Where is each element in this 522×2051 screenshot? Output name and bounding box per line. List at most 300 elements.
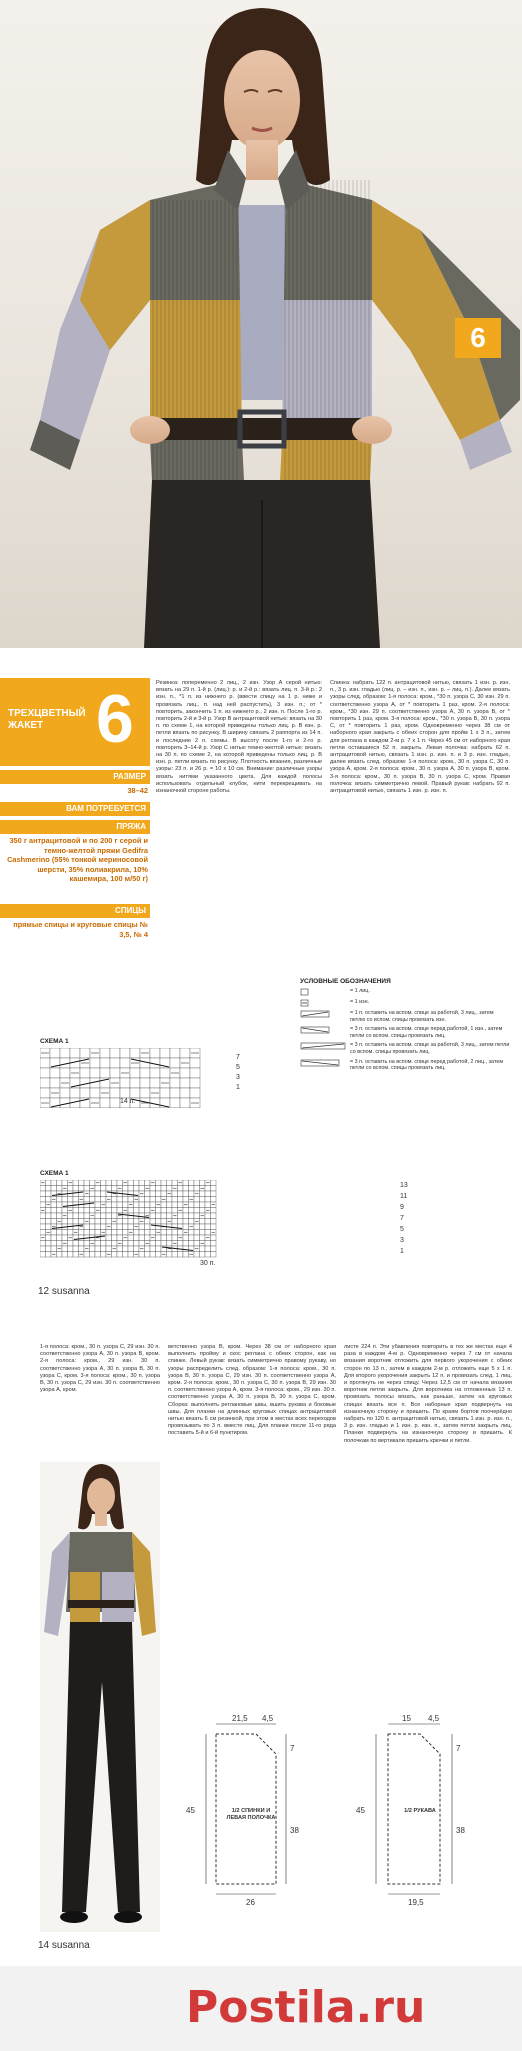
size-heading: РАЗМЕР: [0, 770, 150, 784]
chart-cell: [130, 1078, 140, 1088]
chart-cell: [101, 1180, 107, 1186]
chart-cell: [183, 1213, 189, 1219]
chart-cell: [205, 1224, 211, 1230]
chart-cell: [112, 1241, 118, 1247]
chart-cell: [123, 1219, 129, 1225]
chart-cell: [57, 1235, 63, 1241]
chart-cell: [167, 1186, 173, 1192]
chart-cell: [145, 1197, 151, 1203]
chart-cell: [40, 1197, 46, 1203]
chart-cell: [200, 1197, 206, 1203]
materials-heading: ВАМ ПОТРЕБУЕТСЯ: [0, 802, 150, 816]
chart-cell: [117, 1235, 123, 1241]
chart-cell: [194, 1208, 200, 1214]
chart-cell: [112, 1252, 118, 1258]
chart-cell: [79, 1219, 85, 1225]
chart-cell: [128, 1219, 134, 1225]
chart-cell: [183, 1224, 189, 1230]
chart-cell: [178, 1197, 184, 1203]
chart-cell: [84, 1186, 90, 1192]
row-number: 3: [400, 1237, 404, 1244]
chart-cell: [84, 1197, 90, 1203]
chart-cell: [95, 1246, 101, 1252]
chart-cell: [211, 1213, 217, 1219]
chart-cell: [117, 1224, 123, 1230]
chart-cell: [57, 1252, 63, 1258]
chart-cell: [101, 1246, 107, 1252]
chart-cell: [205, 1202, 211, 1208]
instructions-column-2: ветственно узора В, кром. Через 38 см от наборного края выполнить пройму и скос реглана с обеих сторон, как на спинке. Левый рукав: вязать симметрично правому рукаву, но узоры распределить след. образом: 1-я полоса: кром., 30 п. узора В, 30 п. узора С, 29 изн. 30 п. соответственно узора А, кром. 2-я полоса: кром., 30 п. узора С, 30 п. узора В, 29 изн. 30 п. соответственно узора А, кром. 3-я полоса: кром., 29 изн. 30 п. соответственно узора А, 30 п. узора В, 30 п. узора С, кром. Сборка: выполнить реглановые швы, вшить рукава и боковые швы. Для планки на длинных круговых спицах антрацитовой нитью вязать 6 см резинкой, при этом в местах всех переходов провязывать по 3 п. вместе лиц. Для планки после 11-го ряда поставить 5-й и 6-й пунктиром.: [168, 1344, 336, 1437]
chart-cell: [170, 1088, 180, 1098]
chart-cell: [68, 1219, 74, 1225]
chart-cell: [90, 1088, 100, 1098]
chart-cell: [95, 1230, 101, 1236]
chart-cell: [117, 1246, 123, 1252]
chart-cell: [117, 1219, 123, 1225]
chart-cell: [128, 1241, 134, 1247]
chart-cell: [178, 1230, 184, 1236]
instruction-page: [0, 660, 522, 1314]
chart-cell: [189, 1235, 195, 1241]
chart-cell: [112, 1186, 118, 1192]
chart-cell: [51, 1180, 57, 1186]
chart-cell: [194, 1180, 200, 1186]
chart-cell: [194, 1197, 200, 1203]
chart-cell: [156, 1191, 162, 1197]
chart-cell: [200, 1246, 206, 1252]
chart-cell: [57, 1241, 63, 1247]
chart-cell: [189, 1219, 195, 1225]
chart-cell: [90, 1224, 96, 1230]
chart-cell: [134, 1230, 140, 1236]
knit-symbol-icon: [300, 988, 346, 996]
chart-cell: [50, 1068, 60, 1078]
chart-cell: [156, 1241, 162, 1247]
chart-cell: [183, 1208, 189, 1214]
chart-cell: [60, 1048, 70, 1058]
chart-cell: [46, 1180, 52, 1186]
chart-cell: [189, 1191, 195, 1197]
chart-cell: [134, 1180, 140, 1186]
chart-cell: [139, 1208, 145, 1214]
chart-cell: [110, 1068, 120, 1078]
chart-cell: [100, 1058, 110, 1068]
chart-cell: [51, 1219, 57, 1225]
chart-cell: [57, 1202, 63, 1208]
chart-cell: [145, 1180, 151, 1186]
chart-cell: [73, 1208, 79, 1214]
dimension-label: 7: [456, 1744, 461, 1753]
chart-cell: [161, 1213, 167, 1219]
chart-cell: [134, 1186, 140, 1192]
chart-cell: [40, 1088, 50, 1098]
chart-cell: [60, 1068, 70, 1078]
chart-cell: [117, 1230, 123, 1236]
chart-cell: [40, 1230, 46, 1236]
chart-cell: [205, 1230, 211, 1236]
chart-cell: [46, 1213, 52, 1219]
chart-cell: [46, 1191, 52, 1197]
chart-cell: [112, 1197, 118, 1203]
chart-cell: [172, 1197, 178, 1203]
chart-cell: [128, 1191, 134, 1197]
chart-cell: [189, 1202, 195, 1208]
chart-cell: [161, 1186, 167, 1192]
page-footer: 12 susanna: [38, 1286, 90, 1297]
chart-cell: [123, 1252, 129, 1258]
chart-cell: [70, 1088, 80, 1098]
chart-cell: [95, 1219, 101, 1225]
page-number-badge: 6: [455, 318, 501, 358]
chart-cell: [123, 1246, 129, 1252]
chart-cell: [123, 1186, 129, 1192]
chart-cell: [80, 1048, 90, 1058]
chart-cell: [120, 1088, 130, 1098]
chart-cell: [156, 1186, 162, 1192]
row-number: 1: [400, 1248, 404, 1255]
chart-cell: [167, 1235, 173, 1241]
chart-cell: [51, 1235, 57, 1241]
legend-item: = 1 изн.: [300, 999, 510, 1007]
chart-cell: [145, 1202, 151, 1208]
chart-cell: [40, 1241, 46, 1247]
size-value: 38–42: [127, 786, 148, 795]
chart-cell: [145, 1191, 151, 1197]
chart-cell: [123, 1241, 129, 1247]
chart-cell: [167, 1230, 173, 1236]
chart-cell: [200, 1219, 206, 1225]
chart-cell: [62, 1197, 68, 1203]
scheme-title: СХЕМА 1: [40, 1170, 69, 1177]
chart-cell: [50, 1048, 60, 1058]
chart-cell: [194, 1213, 200, 1219]
chart-cell: [200, 1235, 206, 1241]
chart-cell: [167, 1213, 173, 1219]
dimension-label: 45: [186, 1806, 195, 1815]
chart-cell: [112, 1213, 118, 1219]
chart-cell: [150, 1241, 156, 1247]
page-gap: [0, 648, 522, 660]
chart-cell: [167, 1208, 173, 1214]
chart-cell: [101, 1252, 107, 1258]
chart-cell: [84, 1208, 90, 1214]
pattern-number: 6: [96, 681, 134, 757]
chart-cell: [40, 1224, 46, 1230]
chart-cell: [145, 1235, 151, 1241]
purl-symbol-icon: [300, 999, 346, 1007]
chart-cell: [51, 1241, 57, 1247]
chart-cell: [183, 1180, 189, 1186]
chart-cell: [156, 1235, 162, 1241]
chart-cell: [62, 1252, 68, 1258]
chart-cell: [79, 1180, 85, 1186]
chart-cell: [183, 1246, 189, 1252]
chart-cell: [120, 1048, 130, 1058]
chart-cell: [205, 1252, 211, 1258]
chart-cell: [101, 1186, 107, 1192]
chart-cell: [211, 1191, 217, 1197]
chart-cell: [84, 1230, 90, 1236]
chart-cell: [90, 1208, 96, 1214]
chart-cell: [128, 1246, 134, 1252]
chart-cell: [95, 1224, 101, 1230]
chart-cell: [172, 1252, 178, 1258]
chart-cell: [40, 1219, 46, 1225]
page-gap: [0, 1314, 522, 1326]
pattern-title: ТРЕХЦВЕТНЫЙ ЖАКЕТ: [8, 708, 86, 731]
chart-cell: [68, 1230, 74, 1236]
chart-cell: [145, 1208, 151, 1214]
chart-cell: [180, 1098, 190, 1108]
chart-cell: [68, 1252, 74, 1258]
chart-cell: [200, 1202, 206, 1208]
chart-cell: [161, 1202, 167, 1208]
chart-cell: [150, 1191, 156, 1197]
chart-cell: [134, 1202, 140, 1208]
chart-cell: [167, 1202, 173, 1208]
chart-cell: [73, 1219, 79, 1225]
chart-cell: [211, 1208, 217, 1214]
chart-cell: [167, 1197, 173, 1203]
chart-cell: [84, 1224, 90, 1230]
chart-cell: [178, 1252, 184, 1258]
chart-cell: [205, 1246, 211, 1252]
legend: [300, 978, 510, 1128]
chart-cell: [150, 1219, 156, 1225]
chart-cell: [68, 1246, 74, 1252]
chart-cell: [51, 1230, 57, 1236]
chart-cell: [178, 1202, 184, 1208]
chart-cell: [90, 1058, 100, 1068]
chart-cell: [200, 1180, 206, 1186]
chart-cell: [172, 1230, 178, 1236]
model-illustration: [0, 0, 522, 648]
chart-cell: [161, 1208, 167, 1214]
chart-cell: [73, 1180, 79, 1186]
chart-cell: [62, 1230, 68, 1236]
chart-cell: [150, 1197, 156, 1203]
chart-cell: [68, 1213, 74, 1219]
chart-cell: [130, 1048, 140, 1058]
chart-cell: [134, 1235, 140, 1241]
chart-cell: [161, 1219, 167, 1225]
chart-cell: [180, 1048, 190, 1058]
cable-5-left-symbol-icon: [300, 1059, 346, 1067]
chart-cell: [161, 1230, 167, 1236]
stitch-count: 14 п.: [120, 1098, 136, 1105]
chart-cell: [211, 1235, 217, 1241]
chart-cell: [95, 1197, 101, 1203]
chart-cell: [79, 1213, 85, 1219]
chart-cell: [211, 1224, 217, 1230]
dimension-label: 38: [290, 1826, 299, 1835]
chart-cell: [160, 1088, 170, 1098]
chart-cell: [123, 1224, 129, 1230]
chart-cell: [46, 1246, 52, 1252]
chart-cell: [189, 1230, 195, 1236]
chart-cell: [150, 1246, 156, 1252]
dimension-label: 15: [402, 1714, 411, 1723]
chart-cell: [134, 1219, 140, 1225]
chart-cell: [180, 1078, 190, 1088]
page-footer: 14 susanna: [38, 1940, 90, 1951]
chart-cell: [156, 1213, 162, 1219]
chart-cell: [178, 1191, 184, 1197]
dimension-label: 38: [456, 1826, 465, 1835]
chart-cell: [123, 1197, 129, 1203]
chart-cell: [194, 1252, 200, 1258]
chart-cell: [161, 1235, 167, 1241]
chart-cell: [112, 1235, 118, 1241]
chart-cell: [170, 1098, 180, 1108]
chart-cell: [180, 1068, 190, 1078]
chart-cell: [194, 1241, 200, 1247]
chart-cell: [51, 1213, 57, 1219]
chart-cell: [145, 1219, 151, 1225]
chart-cell: [106, 1208, 112, 1214]
chart-cell: [101, 1224, 107, 1230]
chart-cell: [170, 1078, 180, 1088]
dimension-label: 19,5: [408, 1898, 424, 1907]
chart-cell: [189, 1180, 195, 1186]
chart-cell: [79, 1186, 85, 1192]
cable-right-symbol-icon: [300, 1010, 346, 1018]
chart-cell: [101, 1241, 107, 1247]
chart-cell: [139, 1213, 145, 1219]
chart-cell: [57, 1208, 63, 1214]
chart-cell: [189, 1208, 195, 1214]
chart-cell: [79, 1246, 85, 1252]
chart-cell: [140, 1068, 150, 1078]
chart-cell: [106, 1180, 112, 1186]
chart-cell: [172, 1235, 178, 1241]
chart-cell: [150, 1068, 160, 1078]
schematic-label: 1/2 СПИНКИ И ЛЕВАЯ ПОЛОЧКА: [226, 1808, 276, 1821]
site-watermark: Postila.ru: [186, 1982, 426, 2033]
chart-cell: [139, 1186, 145, 1192]
scheme-small: [40, 1038, 260, 1108]
chart-cell: [68, 1197, 74, 1203]
cover-photo: [0, 0, 522, 648]
chart-cell: [211, 1241, 217, 1247]
chart-cell: [40, 1191, 46, 1197]
needles-text: прямые спицы и круговые спицы № 3,5, № 4: [13, 920, 148, 939]
chart-cell: [145, 1252, 151, 1258]
chart-cell: [117, 1208, 123, 1214]
chart-cell: [130, 1068, 140, 1078]
chart-cell: [112, 1230, 118, 1236]
chart-cell: [100, 1048, 110, 1058]
watermark-strip: [0, 1966, 522, 2051]
legend-item: = 3 п. оставить на вспом. спице перед работой, 2 лиц., затем петли со вспом. спицы провязать лиц.: [300, 1059, 510, 1072]
chart-cell: [46, 1186, 52, 1192]
chart-cell: [90, 1230, 96, 1236]
chart-cell: [120, 1058, 130, 1068]
chart-cell: [46, 1224, 52, 1230]
chart-cell: [106, 1230, 112, 1236]
chart-cell: [73, 1224, 79, 1230]
chart-cell: [57, 1224, 63, 1230]
chart-cell: [40, 1058, 50, 1068]
chart-cell: [161, 1180, 167, 1186]
chart-cell: [172, 1208, 178, 1214]
chart-cell: [145, 1246, 151, 1252]
chart-cell: [205, 1219, 211, 1225]
chart-cell: [57, 1186, 63, 1192]
chart-cell: [110, 1098, 120, 1108]
chart-cell: [46, 1219, 52, 1225]
chart-cell: [211, 1252, 217, 1258]
instruction-page-2: [0, 1326, 522, 1966]
chart-cell: [100, 1068, 110, 1078]
chart-cell: [95, 1252, 101, 1258]
chart-cell: [183, 1252, 189, 1258]
chart-cell: [172, 1191, 178, 1197]
chart-cell: [68, 1202, 74, 1208]
chart-cell: [95, 1213, 101, 1219]
needles-heading: СПИЦЫ: [0, 904, 150, 918]
chart-cell: [139, 1197, 145, 1203]
chart-cell: [211, 1246, 217, 1252]
chart-cell: [95, 1191, 101, 1197]
chart-cell: [46, 1252, 52, 1258]
legend-title: УСЛОВНЫЕ ОБОЗНАЧЕНИЯ: [300, 978, 391, 985]
chart-cell: [100, 1098, 110, 1108]
chart-cell: [161, 1191, 167, 1197]
chart-cell: [190, 1068, 200, 1078]
chart-cell: [145, 1230, 151, 1236]
chart-cell: [40, 1078, 50, 1088]
chart-cell: [123, 1230, 129, 1236]
instructions-column-2: Спинка: набрать 122 п. антрацитовой нитью, связать 1 изн. р. изн. п., 3 р. изн. гладью (лиц. р. – изн. п., изн. р. – лиц. п.). Далее вязать узоры след. образом: 1-я полоса: кром., *30 п. узора С, 30 изн. 29 п. соответственно узора А, от * повторить 1 раз, кром. 2-я полоса: кром., *30 изн. 29 п. соответственно узора А, 30 п. узора В, от * повторить 1 раз, кром. 3-я полоса: кром., *30 п. узора В, 30 п. узора С, от * повторить 1 раз, кром. Одновременно через 38 см от наборного края закрыть с обеих сторон для пройм 1 х 3 п., затем для реглана в каждом 2-м р. 7 х 1 п. Через 45 см от наборного края петли оставшиеся 52 п. закрыть. Левая полочка: набрать 62 п. антрацитовой нитью, связать 1 изн. р. изн. п. и 3 р. изн. гладью, далее вязать след. образом: 1-я полоса: кром., 30 п. узора С, 30 п. узора А, кром. 2-я полоса: кром., 30 п. узора А, 30 п. узора В, кром. 3-я полоса: кром., 30 п. узора В, 30 п. узора С, кром. Правая полочка: вязать симметрично левой. Правый рукав: набрать 92 п. антрацитовой нитью, связать 1 изн. р. изн. п.: [330, 680, 510, 795]
row-number: 13: [400, 1182, 408, 1189]
chart-cell: [189, 1241, 195, 1247]
chart-cell: [62, 1246, 68, 1252]
chart-cell: [140, 1078, 150, 1088]
row-number: 1: [236, 1084, 240, 1091]
chart-cell: [110, 1088, 120, 1098]
chart-cell: [90, 1252, 96, 1258]
chart-cell: [79, 1241, 85, 1247]
chart-cell: [156, 1246, 162, 1252]
chart-cell: [90, 1191, 96, 1197]
yarn-heading: ПРЯЖА: [0, 820, 150, 834]
chart-cell: [183, 1219, 189, 1225]
chart-cell: [95, 1241, 101, 1247]
chart-cell: [150, 1213, 156, 1219]
chart-cell: [79, 1230, 85, 1236]
chart-cell: [140, 1088, 150, 1098]
yarn-text: 350 г антрацитовой и по 200 г серой и темно-желтой пряжи Gedifra Cashmerino (55% тонкой мериносовой шерсти, 35% полиакрила, 10% кашемира, 100 м/50 г): [7, 836, 148, 883]
chart-cell: [57, 1213, 63, 1219]
chart-cell: [150, 1252, 156, 1258]
chart-cell: [79, 1235, 85, 1241]
cable-left-symbol-icon: [300, 1026, 346, 1034]
dimension-label: 45: [356, 1806, 365, 1815]
dimension-label: 4,5: [428, 1714, 440, 1723]
chart-cell: [117, 1197, 123, 1203]
model-photo: [40, 1462, 160, 1932]
chart-cell: [211, 1186, 217, 1192]
chart-cell: [128, 1208, 134, 1214]
chart-cell: [205, 1241, 211, 1247]
chart-cell: [205, 1213, 211, 1219]
chart-cell: [106, 1235, 112, 1241]
chart-cell: [156, 1208, 162, 1214]
chart-cell: [194, 1224, 200, 1230]
chart-cell: [73, 1252, 79, 1258]
chart-cell: [68, 1186, 74, 1192]
